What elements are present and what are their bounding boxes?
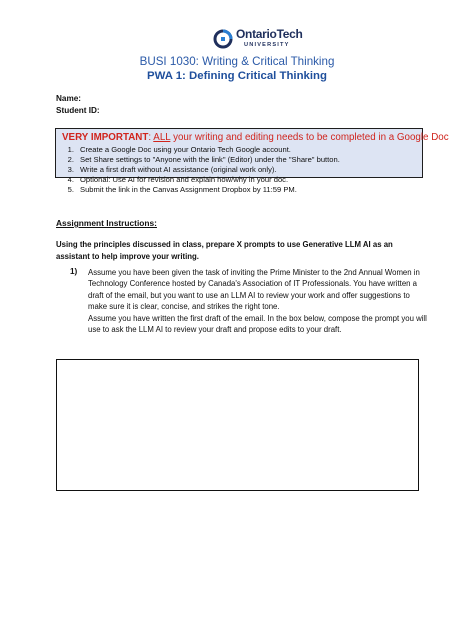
- logo-subtitle: UNIVERSITY: [244, 42, 290, 48]
- step-item: 3. Write a first draft without AI assistance (original work only).: [67, 164, 277, 174]
- course-title: BUSI 1030: Writing & Critical Thinking: [139, 55, 335, 68]
- logo-wordmark: OntarioTech: [236, 27, 303, 41]
- question-number: 1): [70, 267, 78, 276]
- question-paragraph: Assume you have been given the task of inviting the Prime Minister to the 2nd Annual Women in Technology Conference hosted by Canada's Association of IT Professionals. You have written a draft of the email, but you want to use an LLM AI to review your work and offer suggestions to make sure it is clear, concise, and strikes the right tone.: [88, 268, 420, 312]
- prompt-answer-box[interactable]: [56, 359, 419, 491]
- ontario-tech-logo-icon: [212, 28, 234, 50]
- question-paragraph: Assume you have written the first draft of the email. In the box below, compose the prompt you will use to ask the LLM AI to review your draft and propose edits to your draft.: [88, 313, 427, 335]
- step-item: 4. Optional: Use AI for revision and explain how/why in your doc.: [67, 174, 289, 184]
- question-text: [88, 267, 428, 335]
- instructions-intro: Using the principles discussed in class, prepare X prompts to use Generative LLM AI as an assistant to help improve your writing.: [56, 240, 393, 261]
- step-item: 1. Create a Google Doc using your Ontario Tech Google account.: [67, 145, 291, 154]
- assignment-instructions-heading: Assignment Instructions:: [56, 218, 157, 228]
- steps-list: [60, 145, 340, 195]
- step-item: 2. Set Share settings to "Anyone with the link" (Editor) under the "Share" button.: [67, 154, 340, 164]
- important-notice-box: [55, 128, 449, 194]
- ontario-tech-logo: [212, 26, 316, 54]
- name-label: Name:: [56, 94, 82, 103]
- student-id-label: Student ID:: [56, 106, 100, 115]
- important-heading: VERY IMPORTANT: ALL your writing and editing needs to be completed in a Google Doc: [62, 132, 449, 143]
- step-item: 5. Submit the link in the Canvas Assignment Dropbox by 11:59 PM.: [67, 184, 297, 194]
- assignment-title: PWA 1: Defining Critical Thinking: [147, 70, 327, 82]
